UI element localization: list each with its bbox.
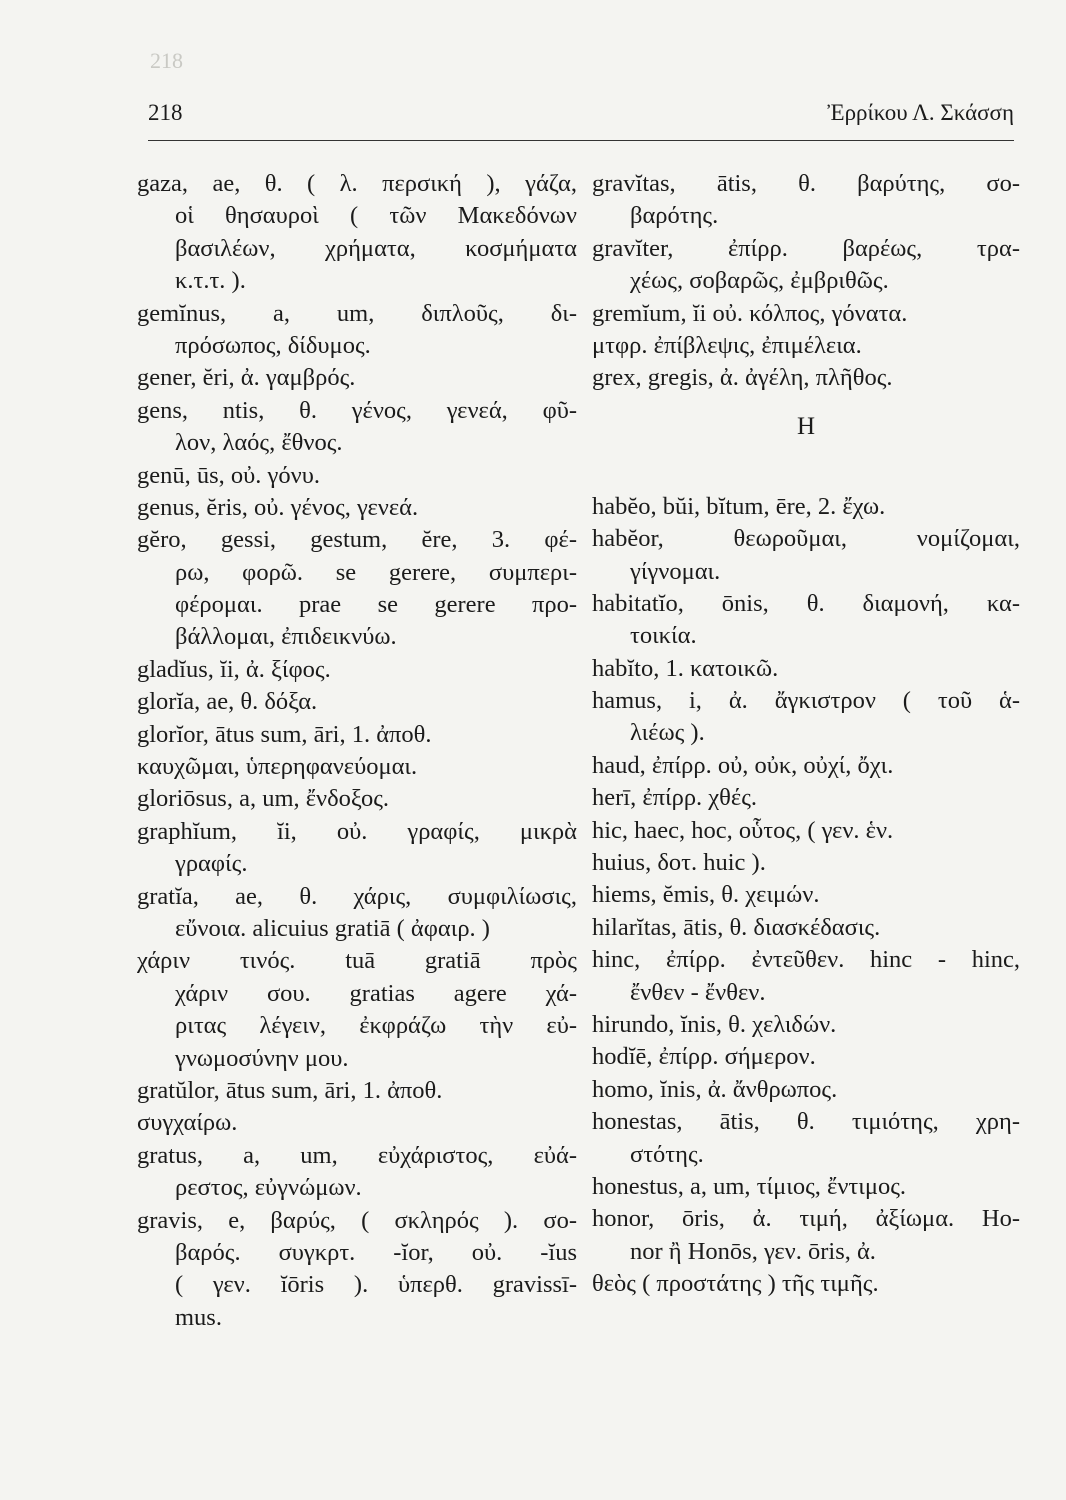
dictionary-line: glorĭor, ātus sum, āri, 1. ἀποθ. — [137, 720, 432, 748]
dictionary-line: habitatĭo, ōnis, θ. διαμονή, κα- — [592, 589, 1020, 617]
dictionary-line: γίγνομαι. — [630, 557, 721, 585]
dictionary-line: ἔνθεν - ἔνθεν. — [630, 978, 766, 1006]
dictionary-line: hilarĭtas, ātis, θ. διασκέδασις. — [592, 913, 881, 941]
dictionary-line: βαρότης. — [630, 202, 719, 230]
dictionary-line: gemĭnus, a, um, διπλοῦς, δι- — [137, 299, 577, 327]
dictionary-line: gratĭa, ae, θ. χάρις, συμφιλίωσις, — [137, 882, 577, 910]
dictionary-line: λον, λαός, ἔθνος. — [175, 429, 343, 457]
dictionary-line: gravĭter, ἐπίρρ. βαρέως, τρα- — [592, 234, 1020, 262]
right-column-top — [592, 168, 1020, 395]
page-number: 218 — [148, 100, 183, 125]
dictionary-line: hic, haec, hoc, οὗτος, ( γεν. ἑν. — [592, 816, 894, 844]
dictionary-line: hinc, ἐπίρρ. ἐντεῦθεν. hinc - hinc, — [592, 946, 1020, 974]
dictionary-line: gloriōsus, a, um, ἔνδοξος. — [137, 785, 390, 813]
dictionary-line: genū, ūs, οὐ. γόνυ. — [137, 461, 320, 489]
dictionary-line: πρόσωπος, δίδυμος. — [175, 331, 371, 359]
dictionary-line: ρω, φορῶ. se gerere, συμπερι- — [175, 558, 577, 586]
running-head: Ἐρρίκου Λ. Σκάσση — [827, 100, 1014, 125]
dictionary-line: hiems, ĕmis, θ. χειμών. — [592, 881, 820, 909]
right-column — [592, 168, 1020, 1301]
dictionary-line: hirundo, ĭnis, θ. χελιδών. — [592, 1010, 837, 1038]
dictionary-line: honestus, a, um, τίμιος, ἔντιμος. — [592, 1172, 907, 1200]
dictionary-line: κ.τ.τ. ). — [175, 267, 246, 295]
dictionary-line: τοικία. — [630, 622, 697, 650]
right-column-bottom — [592, 491, 1020, 1301]
dictionary-line: genus, ĕris, οὐ. γένος, γενεά. — [137, 493, 419, 521]
dictionary-line: mus. — [175, 1303, 222, 1331]
header-rule — [148, 140, 1014, 141]
dictionary-line: nor ἢ Honōs, γεν. ōris, ἀ. — [630, 1237, 876, 1265]
dictionary-line: gĕro, gessi, gestum, ĕre, 3. φέ- — [137, 526, 577, 554]
dictionary-line: λιέως ). — [630, 719, 705, 747]
dictionary-line: habĭto, 1. κατοικῶ. — [592, 654, 779, 682]
dictionary-line: οἱ θησαυροὶ ( τῶν Μακεδόνων — [175, 202, 577, 230]
dictionary-line: χάριν τινός. tuā gratiā πρὸς — [137, 947, 577, 975]
dictionary-line: graphĭum, ĭi, οὐ. γραφίς, μικρὰ — [137, 817, 577, 845]
dictionary-line: herī, ἐπίρρ. χθές. — [592, 784, 758, 812]
dictionary-line: hodĭē, ἐπίρρ. σήμερον. — [592, 1043, 816, 1071]
dictionary-line: honestas, ātis, θ. τιμιότης, χρη- — [592, 1108, 1020, 1136]
section-letter: H — [796, 412, 816, 440]
dictionary-line: glorĭa, ae, θ. δόξα. — [137, 688, 318, 716]
dictionary-line: ρεστος, εὐγνώμων. — [175, 1174, 362, 1202]
dictionary-line: φέρομαι. prae se gerere προ- — [175, 591, 577, 619]
dictionary-line: haud, ἐπίρρ. οὐ, οὐκ, οὐχί, ὄχι. — [592, 751, 894, 779]
dictionary-line: gratus, a, um, εὐχάριστος, εὐά- — [137, 1141, 577, 1169]
dictionary-line: μτφρ. ἐπίβλεψις, ἐπιμέλεια. — [592, 331, 862, 359]
dictionary-line: gratŭlor, ātus sum, āri, 1. ἀποθ. — [137, 1076, 443, 1104]
dictionary-line: gladĭus, ĭi, ἀ. ξίφος. — [137, 655, 331, 683]
dictionary-line: καυχῶμαι, ὑπερηφανεύομαι. — [137, 753, 418, 781]
dictionary-line: gremĭum, ĭi οὐ. κόλπος, γόνατα. — [592, 299, 908, 327]
left-column — [137, 168, 577, 1334]
dictionary-line: συγχαίρω. — [137, 1109, 238, 1137]
dictionary-line: χέως, σοβαρῶς, ἐμβριθῶς. — [630, 267, 889, 295]
dictionary-line: hamus, i, ἀ. ἄγκιστρον ( τοῦ ἁ- — [592, 687, 1020, 715]
dictionary-line: gens, ntis, θ. γένος, γενεά, φῦ- — [137, 396, 577, 424]
dictionary-line: γνωμοσύνην μου. — [175, 1044, 349, 1072]
ghost-page-number: 218 — [150, 48, 183, 73]
dictionary-line: grex, gregis, ἀ. ἀγέλη, πλῆθος. — [592, 364, 893, 392]
dictionary-line: χάριν σου. gratias agere χά- — [175, 979, 577, 1007]
dictionary-line: gener, ĕri, ἀ. γαμβρός. — [137, 364, 356, 392]
page-header — [148, 100, 1014, 130]
dictionary-line: honor, ōris, ἀ. τιμή, ἀξίωμα. Ho- — [592, 1205, 1020, 1233]
dictionary-line: εὔνοια. alicuius gratiā ( ἀφαιρ. ) — [175, 914, 490, 942]
dictionary-line: habĕo, bŭi, bĭtum, ēre, 2. ἔχω. — [592, 492, 886, 520]
dictionary-line: habĕor, θεωροῦμαι, νομίζομαι, — [592, 525, 1020, 553]
dictionary-line: ( γεν. ĭōris ). ὑπερθ. gravissī- — [175, 1271, 577, 1299]
dictionary-line: ριτας λέγειν, ἐκφράζω τὴν εὐ- — [175, 1012, 577, 1040]
dictionary-line: gaza, ae, θ. ( λ. περσική ), γάζα, — [137, 170, 577, 197]
dictionary-line: βαρός. συγκρτ. -ĭor, οὐ. -ĭus — [175, 1238, 577, 1266]
dictionary-line: homo, ĭnis, ἀ. ἄνθρωπος. — [592, 1075, 838, 1103]
dictionary-line: huius, δοτ. huic ). — [592, 849, 766, 877]
dictionary-line: βάλλομαι, ἐπιδεικνύω. — [175, 623, 397, 651]
dictionary-line: βασιλέων, χρήματα, κοσμήματα — [175, 234, 577, 262]
dictionary-line: gravis, e, βαρύς, ( σκληρός ). σο- — [137, 1206, 577, 1234]
dictionary-line: θεὸς ( προστάτης ) τῆς τιμῆς. — [592, 1270, 879, 1298]
dictionary-line: gravĭtas, ātis, θ. βαρύτης, σο- — [592, 170, 1020, 197]
dictionary-line: στότης. — [630, 1140, 704, 1168]
dictionary-line: γραφίς. — [175, 850, 248, 878]
